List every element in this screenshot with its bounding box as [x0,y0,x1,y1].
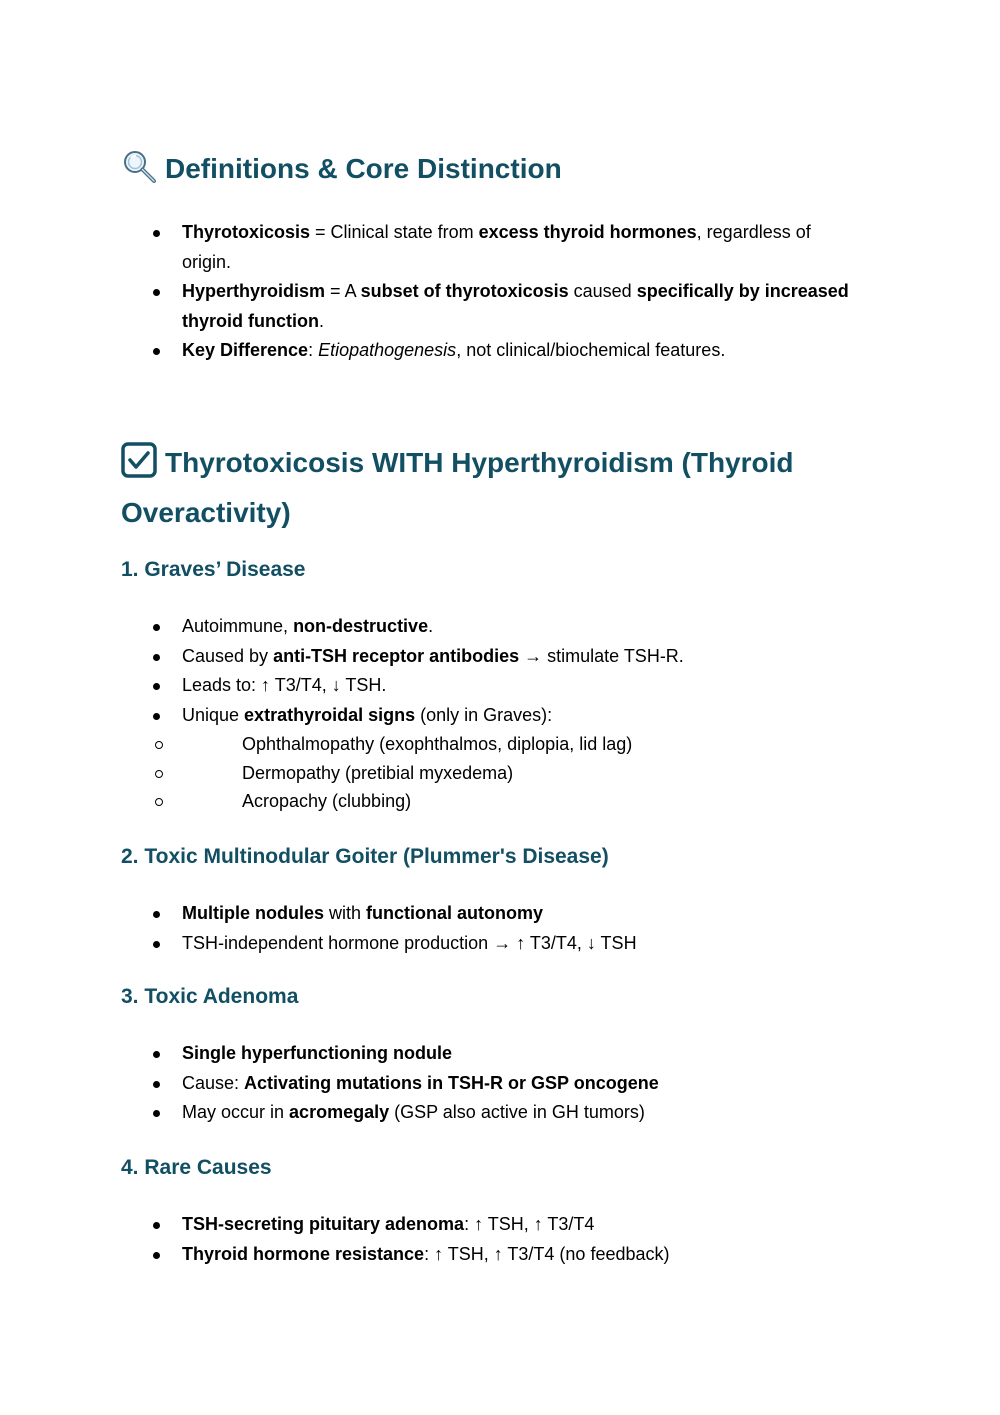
checkbox-icon [121,442,157,491]
section-heading-hyperthyroidism [121,441,841,535]
sub-list-item: Dermopathy (pretibial myxedema) [121,759,861,788]
adenoma-list [121,1039,861,1128]
section-title: Definitions & Core Distinction [165,153,562,184]
list-item: Leads to: ↑ T3/T4, ↓ TSH. [121,671,861,701]
list-item: Unique extrathyroidal signs (only in Graves): Ophthalmopathy (exophthalmos, diplopia, lid lag) Dermopathy (pretibial myxedema) Acropachy (clubbing) [121,701,861,816]
graves-list [121,612,861,816]
list-item: TSH-independent hormone production → ↑ T3/T4, ↓ TSH [121,929,861,959]
sub-list-item: Ophthalmopathy (exophthalmos, diplopia, lid lag) [121,730,861,759]
list-item: Thyroid hormone resistance: ↑ TSH, ↑ T3/T4 (no feedback) [121,1240,861,1270]
list-item: Cause: Activating mutations in TSH-R or GSP oncogene [121,1069,861,1099]
extrathyroidal-signs-list [121,730,861,816]
list-item: May occur in acromegaly (GSP also active in GH tumors) [121,1098,861,1128]
sub-list-item: Acropachy (clubbing) [121,787,861,816]
list-item: Autoimmune, non-destructive. [121,612,861,642]
section-heading-definitions [121,147,562,197]
rare-causes-list [121,1210,861,1269]
list-item: Single hyperfunctioning nodule [121,1039,861,1069]
tmng-list [121,899,861,958]
list-item: TSH-secreting pituitary adenoma: ↑ TSH, ↑ T3/T4 [121,1210,861,1240]
subheading-graves: 1. Graves’ Disease [121,558,306,581]
section-title: Thyrotoxicosis WITH Hyperthyroidism (Thyroid Overactivity) [121,447,794,528]
list-item: Caused by anti-TSH receptor antibodies → stimulate TSH-R. [121,642,861,672]
list-item: Key Difference: Etiopathogenesis, not clinical/biochemical features. [121,336,861,366]
subheading-toxic-adenoma: 3. Toxic Adenoma [121,985,299,1008]
list-item: Thyrotoxicosis = Clinical state from excess thyroid hormones, regardless of origin. [121,218,861,277]
list-item: Multiple nodules with functional autonomy [121,899,861,929]
subheading-rare-causes: 4. Rare Causes [121,1156,272,1179]
definitions-list [121,218,861,366]
magnifier-icon [121,148,157,197]
list-item: Hyperthyroidism = A subset of thyrotoxicosis caused specifically by increased thyroid function. [121,277,861,336]
subheading-toxic-multinodular-goiter: 2. Toxic Multinodular Goiter (Plummer's Disease) [121,845,609,868]
